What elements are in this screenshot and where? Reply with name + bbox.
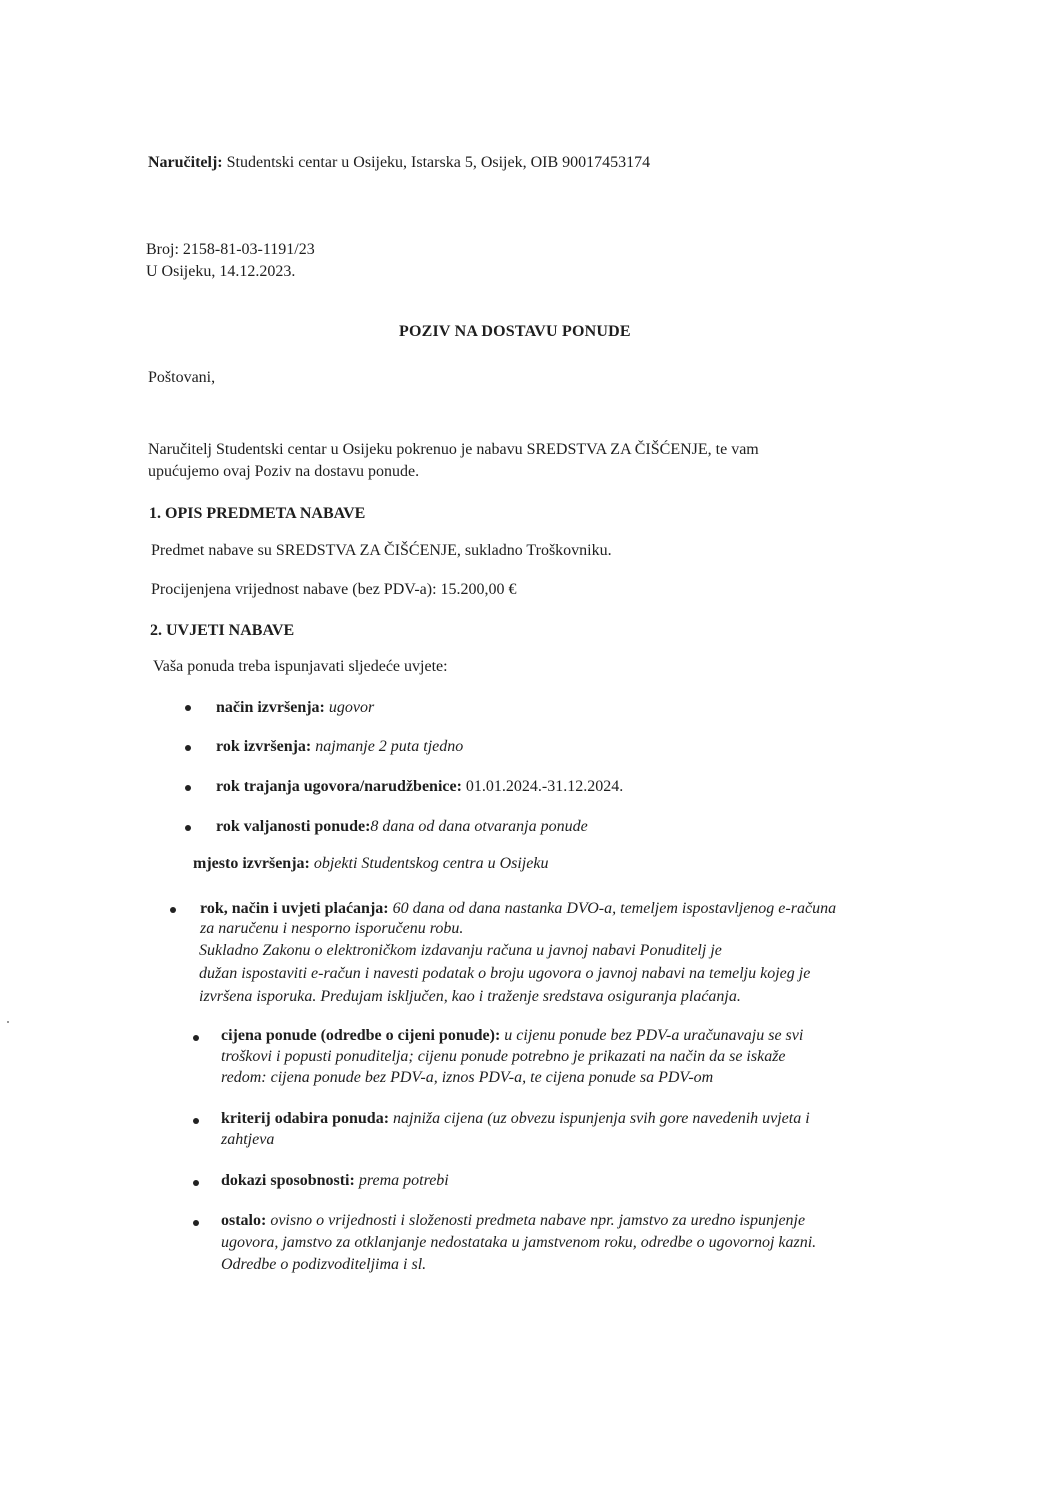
condition-value: u cijenu ponude bez PDV-a uračunavaju se svi	[500, 1027, 804, 1044]
payment-line-3: Sukladno Zakonu o elektroničkom izdavanju računa u javnoj nabavi Ponuditelj je	[199, 942, 722, 959]
price-line-3: redom: cijena ponude bez PDV-a, iznos PDV-a, te cijena ponude sa PDV-om	[221, 1069, 714, 1086]
condition-value: 01.01.2024.-31.12.2024.	[461, 778, 624, 795]
condition-label: rok valjanosti ponude:	[216, 818, 371, 835]
condition-execution-method	[216, 698, 374, 718]
condition-offer-validity	[216, 817, 588, 837]
condition-label: rok izvršenja:	[216, 738, 312, 755]
condition-label: način izvršenja:	[216, 699, 325, 716]
payment-line-2: za naručenu i nesporno isporučenu robu.	[200, 920, 464, 937]
condition-contract-duration	[216, 777, 623, 797]
condition-execution-deadline	[216, 737, 463, 757]
condition-value: 8 dana od dana otvaranja ponude	[370, 818, 588, 835]
estimated-value: Procijenjena vrijednost nabave (bez PDV-a): 15.200,00 €	[151, 581, 517, 598]
other-line-1	[221, 1211, 805, 1231]
intro-line-1: Naručitelj Studentski centar u Osijeku pokrenuo je nabavu SREDSTVA ZA ČIŠĆENJE, te vam	[148, 441, 759, 458]
document-title: POZIV NA DOSTAVU PONUDE	[399, 323, 631, 340]
subject-text: Predmet nabave su SREDSTVA ZA ČIŠĆENJE, sukladno Troškovniku.	[151, 542, 612, 559]
section-2-heading: 2. UVJETI NABAVE	[150, 622, 295, 639]
condition-label: rok trajanja ugovora/narudžbenice:	[216, 778, 462, 795]
bullet-icon	[193, 1220, 199, 1226]
condition-label: mjesto izvršenja:	[193, 855, 310, 872]
criterion-line-1	[221, 1109, 810, 1129]
condition-value: ugovor	[324, 699, 375, 716]
condition-label: kriterij odabira ponuda:	[221, 1110, 390, 1127]
condition-value: najniža cijena (uz obvezu ispunjenja svih gore navedenih uvjeta i	[389, 1110, 810, 1127]
bullet-icon	[185, 825, 191, 831]
price-line-1	[221, 1026, 803, 1046]
condition-value: prema potrebi	[354, 1172, 449, 1189]
bullet-icon	[185, 745, 191, 751]
section-1-heading: 1. OPIS PREDMETA NABAVE	[149, 505, 366, 522]
condition-label: dokazi sposobnosti:	[221, 1172, 355, 1189]
condition-label: ostalo:	[221, 1212, 267, 1229]
payment-line-5: izvršena isporuka. Predujam isključen, kao i traženje sredstava osiguranja plaćanja.	[199, 988, 741, 1005]
condition-value: ovisno o vrijednosti i složenosti predmeta nabave npr. jamstvo za uredno ispunjenje	[266, 1212, 806, 1229]
bullet-icon	[193, 1180, 199, 1186]
price-line-2: troškovi i popusti ponuditelja; cijenu ponude potrebno je prikazati na način da se iskaže	[221, 1048, 786, 1065]
place-date: U Osijeku, 14.12.2023.	[146, 263, 296, 280]
condition-label: cijena ponude (odredbe o cijeni ponude):	[221, 1027, 501, 1044]
bullet-icon	[185, 705, 191, 711]
payment-line-4: dužan ispostaviti e-račun i navesti podatak o broju ugovora o javnoj nabavi na temelju kojeg je	[199, 965, 811, 982]
bullet-icon	[193, 1118, 199, 1124]
scan-speck	[7, 1021, 9, 1023]
condition-value: objekti Studentskog centra u Osijeku	[309, 855, 549, 872]
other-line-3: Odredbe o podizvoditeljima i sl.	[221, 1256, 427, 1273]
payment-line-1	[200, 899, 836, 919]
client-value: Studentski centar u Osijeku, Istarska 5, Osijek, OIB 90017453174	[226, 154, 651, 171]
other-line-2: ugovora, jamstvo za otklanjanje nedostataka u jamstvenom roku, odredbe o ugovornoj kazni.	[221, 1234, 817, 1251]
bullet-icon	[185, 785, 191, 791]
greeting: Poštovani,	[148, 369, 216, 386]
document-number: Broj: 2158-81-03-1191/23	[146, 241, 315, 258]
evidence-line	[221, 1171, 449, 1191]
criterion-line-2: zahtjeva	[221, 1131, 275, 1148]
condition-value: najmanje 2 puta tjedno	[311, 738, 464, 755]
client-label: Naručitelj:	[148, 154, 223, 171]
condition-value: 60 dana od dana nastanka DVO-a, temeljem ispostavljenog e-računa	[388, 900, 837, 917]
conditions-intro: Vaša ponuda treba ispunjavati sljedeće uvjete:	[153, 658, 448, 675]
condition-label: rok, način i uvjeti plaćanja:	[200, 900, 389, 917]
client-line	[148, 153, 650, 173]
intro-line-2: upućujemo ovaj Poziv na dostavu ponude.	[148, 463, 420, 480]
bullet-icon	[170, 907, 176, 913]
condition-place	[193, 854, 548, 874]
bullet-icon	[193, 1035, 199, 1041]
